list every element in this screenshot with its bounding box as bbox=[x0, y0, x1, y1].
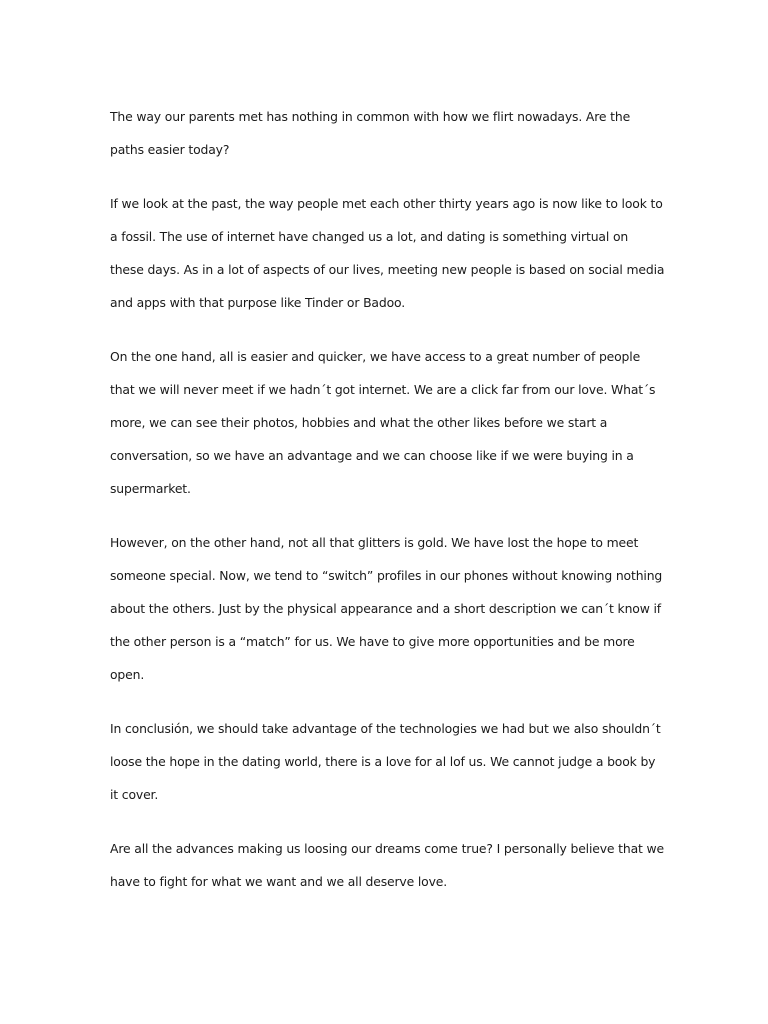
paragraph-disadvantages: However, on the other hand, not all that glitters is gold. We have lost the hope to meet someone special. Now, we tend to “switch” profiles in our phones without knowing nothing about the others. Just by the physical appearance and a short description we can´t know if the other person is a “match” for us. We have to give more opportunities and be more open. bbox=[110, 535, 663, 682]
paragraph-past: If we look at the past, the way people met each other thirty years ago is now like to look to a fossil. The use of internet have changed us a lot, and dating is something virtual on these days. As in a lot of aspects of our lives, meeting new people is based on social media and apps with that purpose like Tinder or Badoo. bbox=[110, 196, 665, 310]
paragraph-conclusion: In conclusión, we should take advantage of the technologies we had but we also shouldn´t loose the hope in the dating world, there is a love for al lof us. We cannot judge a book by it cover. bbox=[110, 721, 661, 802]
paragraph-closing: Are all the advances making us loosing our dreams come true? I personally believe that we have to fight for what we want and we all deserve love. bbox=[110, 841, 664, 889]
paragraph-intro: The way our parents met has nothing in common with how we flirt nowadays. Are the paths easier today? bbox=[110, 109, 631, 157]
paragraph-advantages: On the one hand, all is easier and quicker, we have access to a great number of people that we will never meet if we hadn´t got internet. We are a click far from our love. What´s more, we can see their photos, hobbies and what the other likes before we start a conversation, so we have an advantage and we can choose like if we were buying in a supermarket. bbox=[110, 349, 656, 496]
document-body bbox=[110, 100, 665, 919]
